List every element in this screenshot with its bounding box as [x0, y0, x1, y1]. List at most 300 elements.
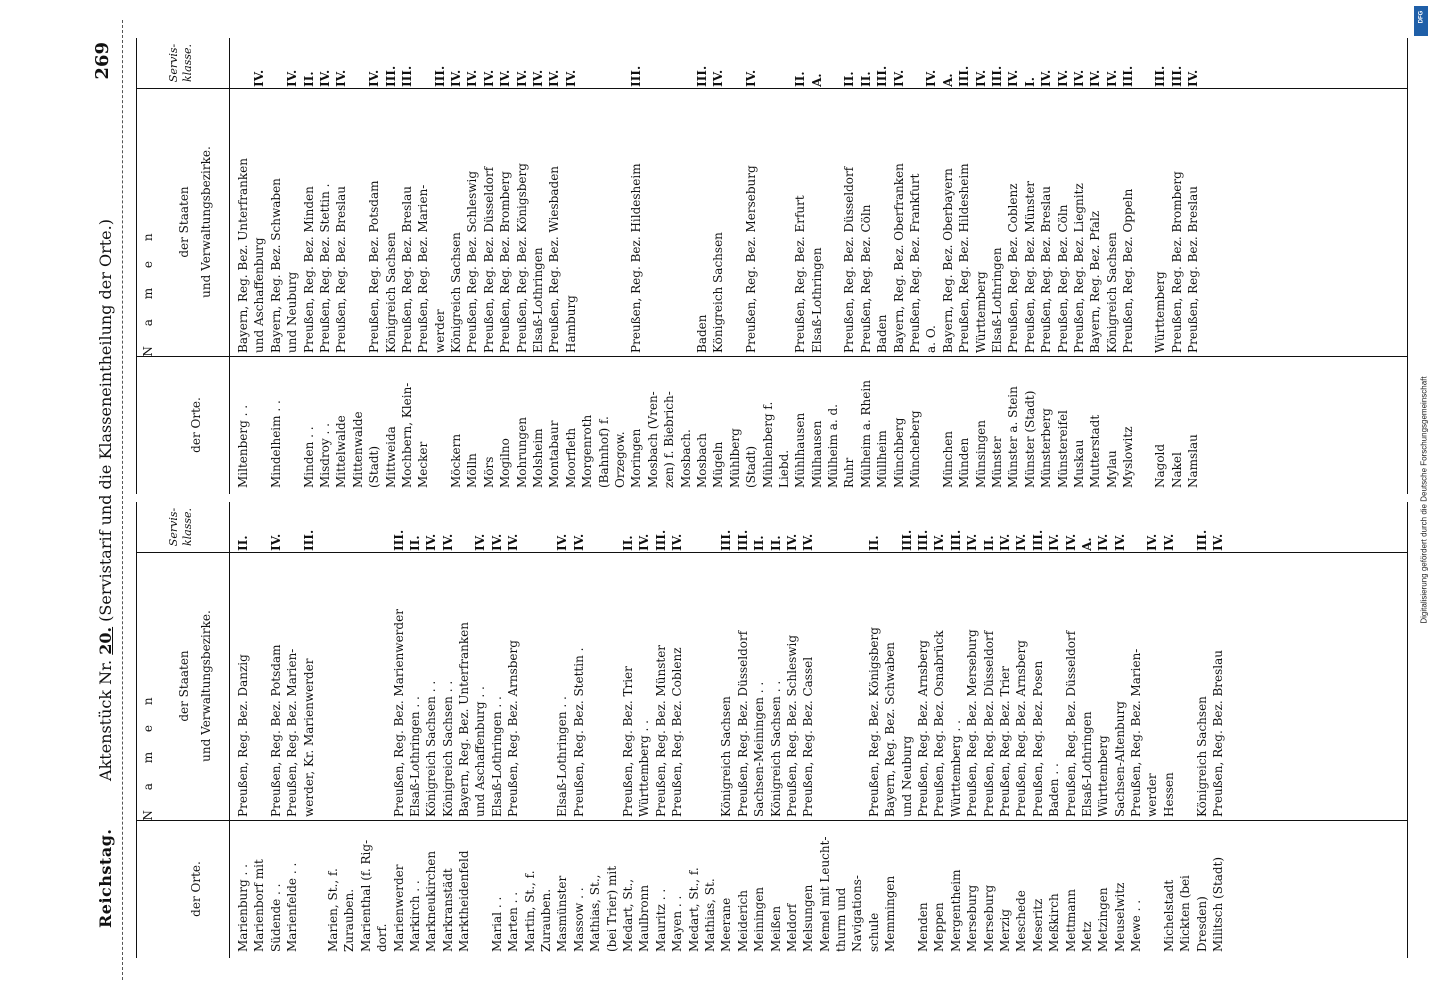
table-row — [472, 502, 488, 958]
left-table — [136, 502, 1408, 958]
table-row — [973, 38, 989, 494]
ort-cell: Nakel — [1169, 452, 1184, 488]
table-row — [251, 502, 267, 958]
staat-cell: Preußen, Reg. Bez. Stettin . — [571, 647, 586, 817]
table-row — [1152, 38, 1168, 494]
ort-cell: Morgenroth — [580, 414, 595, 488]
staat-cell: Königreich Sachsen — [711, 232, 726, 353]
klasse-cell — [833, 502, 849, 561]
ort-cell: Mügeln — [711, 441, 726, 488]
ort-cell — [301, 823, 317, 958]
klasse-cell: III. — [1121, 65, 1136, 87]
staat-cell: Bayern, Reg. Bez. Oberfranken — [891, 163, 906, 353]
table-row — [800, 502, 816, 958]
klasse-cell: III. — [301, 529, 316, 551]
table-row — [964, 502, 980, 958]
staat-cell: Königreich Sachsen — [1194, 696, 1209, 817]
ort-cell: Mergentheim — [948, 869, 963, 952]
klasse-cell: II. — [752, 535, 767, 551]
klasse-cell — [579, 38, 595, 97]
ort-cell: Mutterstadt — [1088, 414, 1103, 488]
staat-cell: Preußen, Reg. Bez. Wiesbaden — [547, 165, 562, 353]
klasse-cell: IV. — [1104, 69, 1119, 87]
ort-cell: Myslowitz — [1121, 426, 1136, 488]
header-title — [96, 20, 115, 980]
klasse-cell: IV. — [965, 533, 980, 551]
table-row — [448, 38, 464, 494]
klasse-cell — [678, 38, 694, 97]
staat-cell — [727, 97, 743, 359]
ort-cell: Mindelheim . . — [268, 400, 283, 488]
ort-cell — [899, 823, 915, 958]
staat-cell: Königreich Sachsen . . — [424, 680, 439, 817]
ort-cell: Liebd. — [776, 449, 791, 488]
ort-cell: Müllheim — [875, 430, 890, 488]
staat-cell: Preußen, Reg. Bez. Breslau — [1039, 186, 1054, 353]
ort-cell: Meppen — [932, 902, 947, 952]
staat-cell: Preußen, Reg. Bez. Trier — [620, 666, 635, 817]
ort-cell: Mülheim a. Rhein — [858, 380, 873, 488]
klasse-cell: II. — [793, 71, 808, 87]
staat-cell — [350, 97, 366, 359]
staat-cell: Elsaß-Lothringen — [1079, 711, 1094, 817]
ort-cell: Medart, St., — [620, 878, 635, 952]
table-row — [546, 38, 562, 494]
table-row — [522, 502, 538, 958]
table-row — [1013, 502, 1029, 958]
klasse-cell: IV. — [268, 533, 283, 551]
table-row — [661, 38, 677, 494]
staat-cell — [612, 97, 628, 359]
klasse-cell: II. — [301, 71, 316, 87]
table-row — [407, 502, 423, 958]
right-table — [136, 38, 1408, 494]
klasse-cell: IV. — [1014, 533, 1029, 551]
klasse-cell: IV. — [547, 69, 562, 87]
staat-cell: Sachsen-Meiningen . . — [752, 681, 767, 817]
ort-cell: Mittelwalde — [334, 415, 349, 488]
staat-cell: Preußen, Reg. Bez. Cöln — [858, 204, 873, 353]
table-row — [538, 502, 554, 958]
table-row — [1120, 38, 1136, 494]
klasse-cell: II. — [768, 535, 783, 551]
klasse-cell — [415, 38, 431, 97]
page-header — [88, 20, 128, 980]
staat-cell: werder — [1145, 773, 1160, 817]
staat-cell: Preußen, Reg. Bez. Düsseldorf — [735, 630, 750, 817]
header-verwaltung: und Verwaltungsbezirke. — [199, 146, 213, 298]
klasse-cell — [760, 38, 776, 97]
ort-cell: Marienthal (f. Rig- — [358, 839, 373, 952]
table-row — [849, 502, 865, 958]
table-row — [1169, 38, 1185, 494]
ort-cell: Marten . . — [506, 891, 521, 952]
staat-cell: Elsaß-Lothringen . . — [555, 696, 570, 817]
table-row — [825, 38, 841, 494]
header-ort: der Orte. — [189, 861, 203, 917]
staat-cell: Preußen, Reg. Bez. Oppeln — [1121, 188, 1136, 353]
ort-cell: dorf. — [375, 923, 390, 952]
digitization-note: Digitalisierung gefördert durch die Deutsche Forschungsgemeinschaft — [1419, 376, 1429, 624]
table-row — [751, 502, 767, 958]
klasse-cell — [235, 38, 251, 97]
header-staat: der Staaten — [177, 650, 191, 722]
ort-cell: Marienburg . . — [236, 864, 250, 952]
klasse-cell: III. — [1169, 65, 1184, 87]
klasse-cell: III. — [653, 529, 668, 551]
staat-cell: und Aschaffenburg — [252, 237, 267, 353]
ort-cell: Mochbern, Klein- — [399, 382, 414, 488]
klasse-cell — [1128, 502, 1144, 561]
staat-cell: Elsaß-Lothringen . . — [407, 696, 422, 817]
klasse-cell — [325, 502, 341, 561]
staat-cell — [825, 97, 841, 359]
table-row — [710, 38, 726, 494]
staat-cell: Preußen, Reg. Bez. Arnsberg — [1014, 640, 1029, 817]
ort-cell: Navigations- — [850, 875, 865, 952]
ort-cell: Mickten (bei — [1178, 875, 1193, 952]
ort-cell: Möckern — [449, 433, 464, 488]
header-ort: der Orte. — [189, 397, 203, 453]
staat-cell: Preußen, Reg. Bez. Cassel — [801, 656, 816, 817]
klasse-cell: III. — [916, 529, 931, 551]
ort-cell: Münsingen — [973, 420, 988, 488]
klasse-cell — [268, 38, 284, 97]
klasse-cell: II. — [981, 535, 996, 551]
ort-cell: Mayen . . — [670, 895, 685, 952]
header-namen: N a m e n — [141, 225, 155, 357]
klasse-cell: IV. — [1055, 69, 1070, 87]
klasse-cell: IV. — [1088, 69, 1103, 87]
table-row — [915, 502, 931, 958]
table-row — [956, 38, 972, 494]
ort-cell — [284, 359, 300, 494]
table-row — [432, 38, 448, 494]
table-row — [415, 38, 431, 494]
klasse-cell: IV. — [334, 69, 349, 87]
staat-cell — [661, 97, 677, 359]
staat-cell: Preußen, Reg. Bez. Hildesheim — [629, 163, 644, 353]
staat-cell — [702, 561, 718, 823]
staat-cell: werder — [432, 309, 447, 353]
table-row — [907, 38, 923, 494]
table-row — [391, 502, 407, 958]
ort-cell: Medart, St., f. — [686, 867, 701, 952]
right-table-body — [235, 38, 1202, 494]
staat-cell: Preußen, Reg. Bez. Potsdam — [367, 180, 382, 353]
ort-cell: Meseritz — [1030, 898, 1045, 952]
klasse-cell — [907, 38, 923, 97]
klasse-cell — [350, 38, 366, 97]
table-row — [997, 502, 1013, 958]
ort-cell: Mohrungen — [514, 417, 529, 488]
staat-cell — [358, 561, 374, 823]
ort-cell: Michelstadt — [1161, 879, 1176, 952]
table-row — [792, 38, 808, 494]
table-row — [833, 502, 849, 958]
klasse-cell: IV. — [801, 533, 816, 551]
staat-cell: Bayern, Reg. Bez. Schwaben — [268, 178, 283, 353]
table-row — [1087, 38, 1103, 494]
ort-cell: Meschede — [1014, 890, 1029, 952]
table-row — [669, 502, 685, 958]
staat-cell: Preußen, Reg. Bez. Arnsberg — [916, 640, 931, 817]
klasse-cell — [596, 38, 612, 97]
klasse-cell: IV. — [784, 533, 799, 551]
staat-cell — [587, 561, 603, 823]
table-row — [1194, 502, 1210, 958]
klasse-cell: IV. — [440, 533, 455, 551]
table-row — [718, 502, 734, 958]
staat-cell: a. O. — [924, 325, 939, 353]
klasse-cell: II. — [858, 71, 873, 87]
staat-cell: werder, Kr. Marienwerder — [301, 658, 316, 817]
table-row — [423, 502, 439, 958]
table-row — [1038, 38, 1054, 494]
table-row — [251, 38, 267, 494]
klasse-cell: IV. — [285, 69, 300, 87]
ort-cell: Misdroy . . — [317, 423, 332, 488]
klasse-cell: III. — [694, 65, 709, 87]
klasse-cell: A. — [940, 73, 955, 87]
klasse-cell — [1177, 502, 1193, 561]
ort-cell: Meiderich — [735, 889, 750, 952]
table-row — [686, 502, 702, 958]
header-staat: der Staaten — [177, 186, 191, 258]
staat-cell: Preußen, Reg. Bez. Schleswig — [784, 634, 799, 817]
table-row — [760, 38, 776, 494]
klasse-cell: IV. — [252, 69, 267, 87]
table-row — [301, 502, 317, 958]
klasse-cell — [251, 502, 267, 561]
table-row — [604, 502, 620, 958]
staat-cell: und Neuburg — [899, 735, 914, 817]
klasse-cell: III. — [899, 529, 914, 551]
table-row — [776, 38, 792, 494]
ort-cell: Ruhr — [842, 457, 857, 488]
table-row — [1030, 502, 1046, 958]
table-row — [1185, 38, 1201, 494]
ort-cell: Namslau — [1186, 434, 1201, 488]
klasse-cell: IV. — [1063, 533, 1078, 551]
table-row — [1022, 38, 1038, 494]
table-row — [1071, 38, 1087, 494]
klasse-cell: II. — [620, 535, 635, 551]
klasse-cell: I. — [1022, 77, 1037, 87]
ort-cell: Muskau — [1071, 439, 1086, 488]
staat-cell: Königreich Sachsen . . — [440, 680, 455, 817]
staat-cell: Preußen, Reg. Bez. Marien- — [1129, 648, 1144, 817]
staat-cell: Preußen, Reg. Bez. Danzig — [236, 654, 250, 817]
table-row — [383, 38, 399, 494]
table-row — [301, 38, 317, 494]
klasse-cell: IV. — [1006, 69, 1021, 87]
left-table-body — [235, 502, 1226, 958]
ort-cell: Memmingen — [883, 875, 898, 952]
klasse-cell: IV. — [997, 533, 1012, 551]
staat-cell: Preußen, Reg. Bez. Stettin . — [317, 183, 332, 353]
staat-cell: Hamburg — [563, 295, 578, 353]
header-klasse: Servis- klasse. — [167, 507, 194, 547]
staat-cell: Württemberg — [1096, 735, 1111, 817]
ort-cell: Molsheim — [531, 428, 546, 488]
staat-cell: Preußen, Reg. Bez. Marien- — [416, 184, 431, 353]
table-row — [981, 502, 997, 958]
table-row — [456, 502, 472, 958]
header-left: Reichstag. — [96, 828, 115, 928]
header-namen: N a m e n — [141, 689, 155, 821]
klasse-cell: III. — [719, 529, 734, 551]
klasse-cell: IV. — [670, 533, 685, 551]
ort-cell: Mosbach (Vren- — [645, 391, 660, 488]
klasse-cell: III. — [1153, 65, 1168, 87]
klasse-cell: IV. — [1047, 533, 1062, 551]
staat-cell: Königreich Sachsen — [383, 232, 398, 353]
klasse-cell: IV. — [1071, 69, 1086, 87]
staat-cell: Preußen, Reg. Bez. Königsberg — [866, 627, 881, 817]
ort-cell: Mewe . . — [1129, 899, 1144, 952]
ort-cell: Metz — [1079, 921, 1094, 952]
klasse-cell: III. — [383, 65, 398, 87]
klasse-cell: IV. — [1039, 69, 1054, 87]
staat-cell: Preußen, Reg. Bez. Coblenz — [1006, 183, 1021, 353]
table-header — [137, 502, 230, 958]
ort-cell: Markneukirchen — [424, 850, 439, 952]
klasse-cell: III. — [735, 529, 750, 551]
ort-cell: Mülheim a. d. — [826, 404, 841, 488]
staat-cell: Preußen, Reg. Bez. Hildesheim — [957, 163, 972, 353]
ort-cell: zen) f. Biebrich- — [662, 391, 677, 488]
ort-cell: Südende . . — [268, 883, 283, 952]
ort-cell: Münster (Stadt) — [1022, 390, 1037, 488]
ort-cell: Dresden) — [1194, 896, 1209, 952]
table-row — [579, 38, 595, 494]
table-row — [989, 38, 1005, 494]
ort-cell: Meßkirch — [1047, 893, 1062, 952]
table-row — [891, 38, 907, 494]
klasse-cell: IV. — [891, 69, 906, 87]
table-row — [628, 38, 644, 494]
table-row — [268, 38, 284, 494]
ort-cell: Münchberg — [891, 417, 906, 488]
table-row — [694, 38, 710, 494]
ort-cell: Markirch . . — [407, 880, 422, 952]
klasse-cell: IV. — [744, 69, 759, 87]
ort-cell: Mittweida — [383, 426, 398, 488]
staat-cell: Württemberg — [1153, 271, 1168, 353]
klasse-cell — [645, 38, 661, 97]
table-row — [809, 38, 825, 494]
klasse-cell: III. — [875, 65, 890, 87]
klasse-cell: A. — [1079, 537, 1094, 551]
table-row — [948, 502, 964, 958]
staat-cell — [325, 561, 341, 823]
ort-cell: Massow . . — [571, 887, 586, 952]
ort-cell — [432, 359, 448, 494]
table-row — [882, 502, 898, 958]
klasse-cell: IV. — [481, 69, 496, 87]
klasse-cell: IV. — [973, 69, 988, 87]
ort-cell: Müncheberg — [908, 410, 923, 488]
staat-cell: Sachsen-Altenburg — [1112, 701, 1127, 817]
table-row — [1210, 502, 1226, 958]
staat-cell: Preußen, Reg. Bez. Merseburg — [744, 165, 759, 353]
klasse-cell: IV. — [514, 69, 529, 87]
staat-cell: Preußen, Reg. Bez. Erfurt — [793, 195, 808, 353]
ort-cell: thurm und — [834, 887, 849, 952]
staat-cell: Elsaß-Lothringen — [989, 247, 1004, 353]
ort-cell: Merzig — [997, 909, 1012, 952]
staat-cell: Bayern, Reg. Bez. Oberbayern — [940, 168, 955, 353]
ort-cell: Markranstädt — [440, 868, 455, 952]
ort-cell: Meiningen — [752, 886, 767, 952]
ort-cell: Moorfleth — [563, 427, 578, 488]
table-row — [841, 38, 857, 494]
ort-cell — [472, 823, 488, 958]
klasse-cell: II. — [407, 535, 422, 551]
staat-cell: Preußen, Reg. Bez. Marienwerder — [391, 609, 406, 817]
staat-cell: Preußen, Reg. Bez. Breslau — [1186, 186, 1201, 353]
table-row — [620, 502, 636, 958]
table-row — [440, 502, 456, 958]
staat-cell: Königreich Sachsen — [1104, 232, 1119, 353]
table-row — [743, 38, 759, 494]
header-prefix: Aktenstück Nr. — [96, 659, 115, 781]
staat-cell: Preußen, Reg. Bez. Posen — [1030, 660, 1045, 817]
table-row — [235, 502, 251, 958]
table-row — [514, 38, 530, 494]
klasse-cell — [374, 502, 390, 561]
staat-cell: Bayern, Reg. Bez. Unterfranken — [457, 622, 472, 817]
ort-cell: Mittenwalde — [350, 411, 365, 488]
table-row — [497, 38, 513, 494]
klasse-cell: II. — [866, 535, 881, 551]
staat-cell: Elsaß-Lothringen . . — [489, 696, 504, 817]
klasse-cell: III. — [432, 65, 447, 87]
ort-cell: Memel mit Leucht- — [817, 836, 832, 952]
staat-cell: Preußen, Reg. Bez. Osnabrück — [932, 630, 947, 817]
klasse-cell — [604, 502, 620, 561]
klasse-cell: IV. — [498, 69, 513, 87]
header-divider — [122, 20, 123, 980]
table-row — [874, 38, 890, 494]
klasse-cell — [702, 502, 718, 561]
table-row — [1079, 502, 1095, 958]
ort-cell: Münsterberg — [1039, 408, 1054, 488]
klasse-cell — [776, 38, 792, 97]
staat-cell — [1177, 561, 1193, 823]
ort-cell: Montabaur — [547, 420, 562, 488]
staat-cell: Preußen, Reg. Bez. Düsseldorf — [842, 166, 857, 353]
table-row — [571, 502, 587, 958]
ort-cell: Martin, St., f. — [522, 870, 537, 952]
klasse-cell — [817, 502, 833, 561]
klasse-cell: IV. — [1145, 533, 1160, 551]
staat-cell — [833, 561, 849, 823]
klasse-cell: II. — [236, 535, 250, 551]
ort-cell — [923, 359, 939, 494]
ort-cell: Masmünster — [555, 875, 570, 952]
ort-cell — [1144, 823, 1160, 958]
ort-cell: Miltenberg . . — [236, 404, 250, 488]
klasse-cell: IV. — [367, 69, 382, 87]
table-row — [341, 502, 357, 958]
ort-cell: München — [940, 430, 955, 488]
table-row — [587, 502, 603, 958]
table-row — [1046, 502, 1062, 958]
ort-cell: Mühlberg — [727, 428, 742, 488]
staat-cell — [374, 561, 390, 823]
